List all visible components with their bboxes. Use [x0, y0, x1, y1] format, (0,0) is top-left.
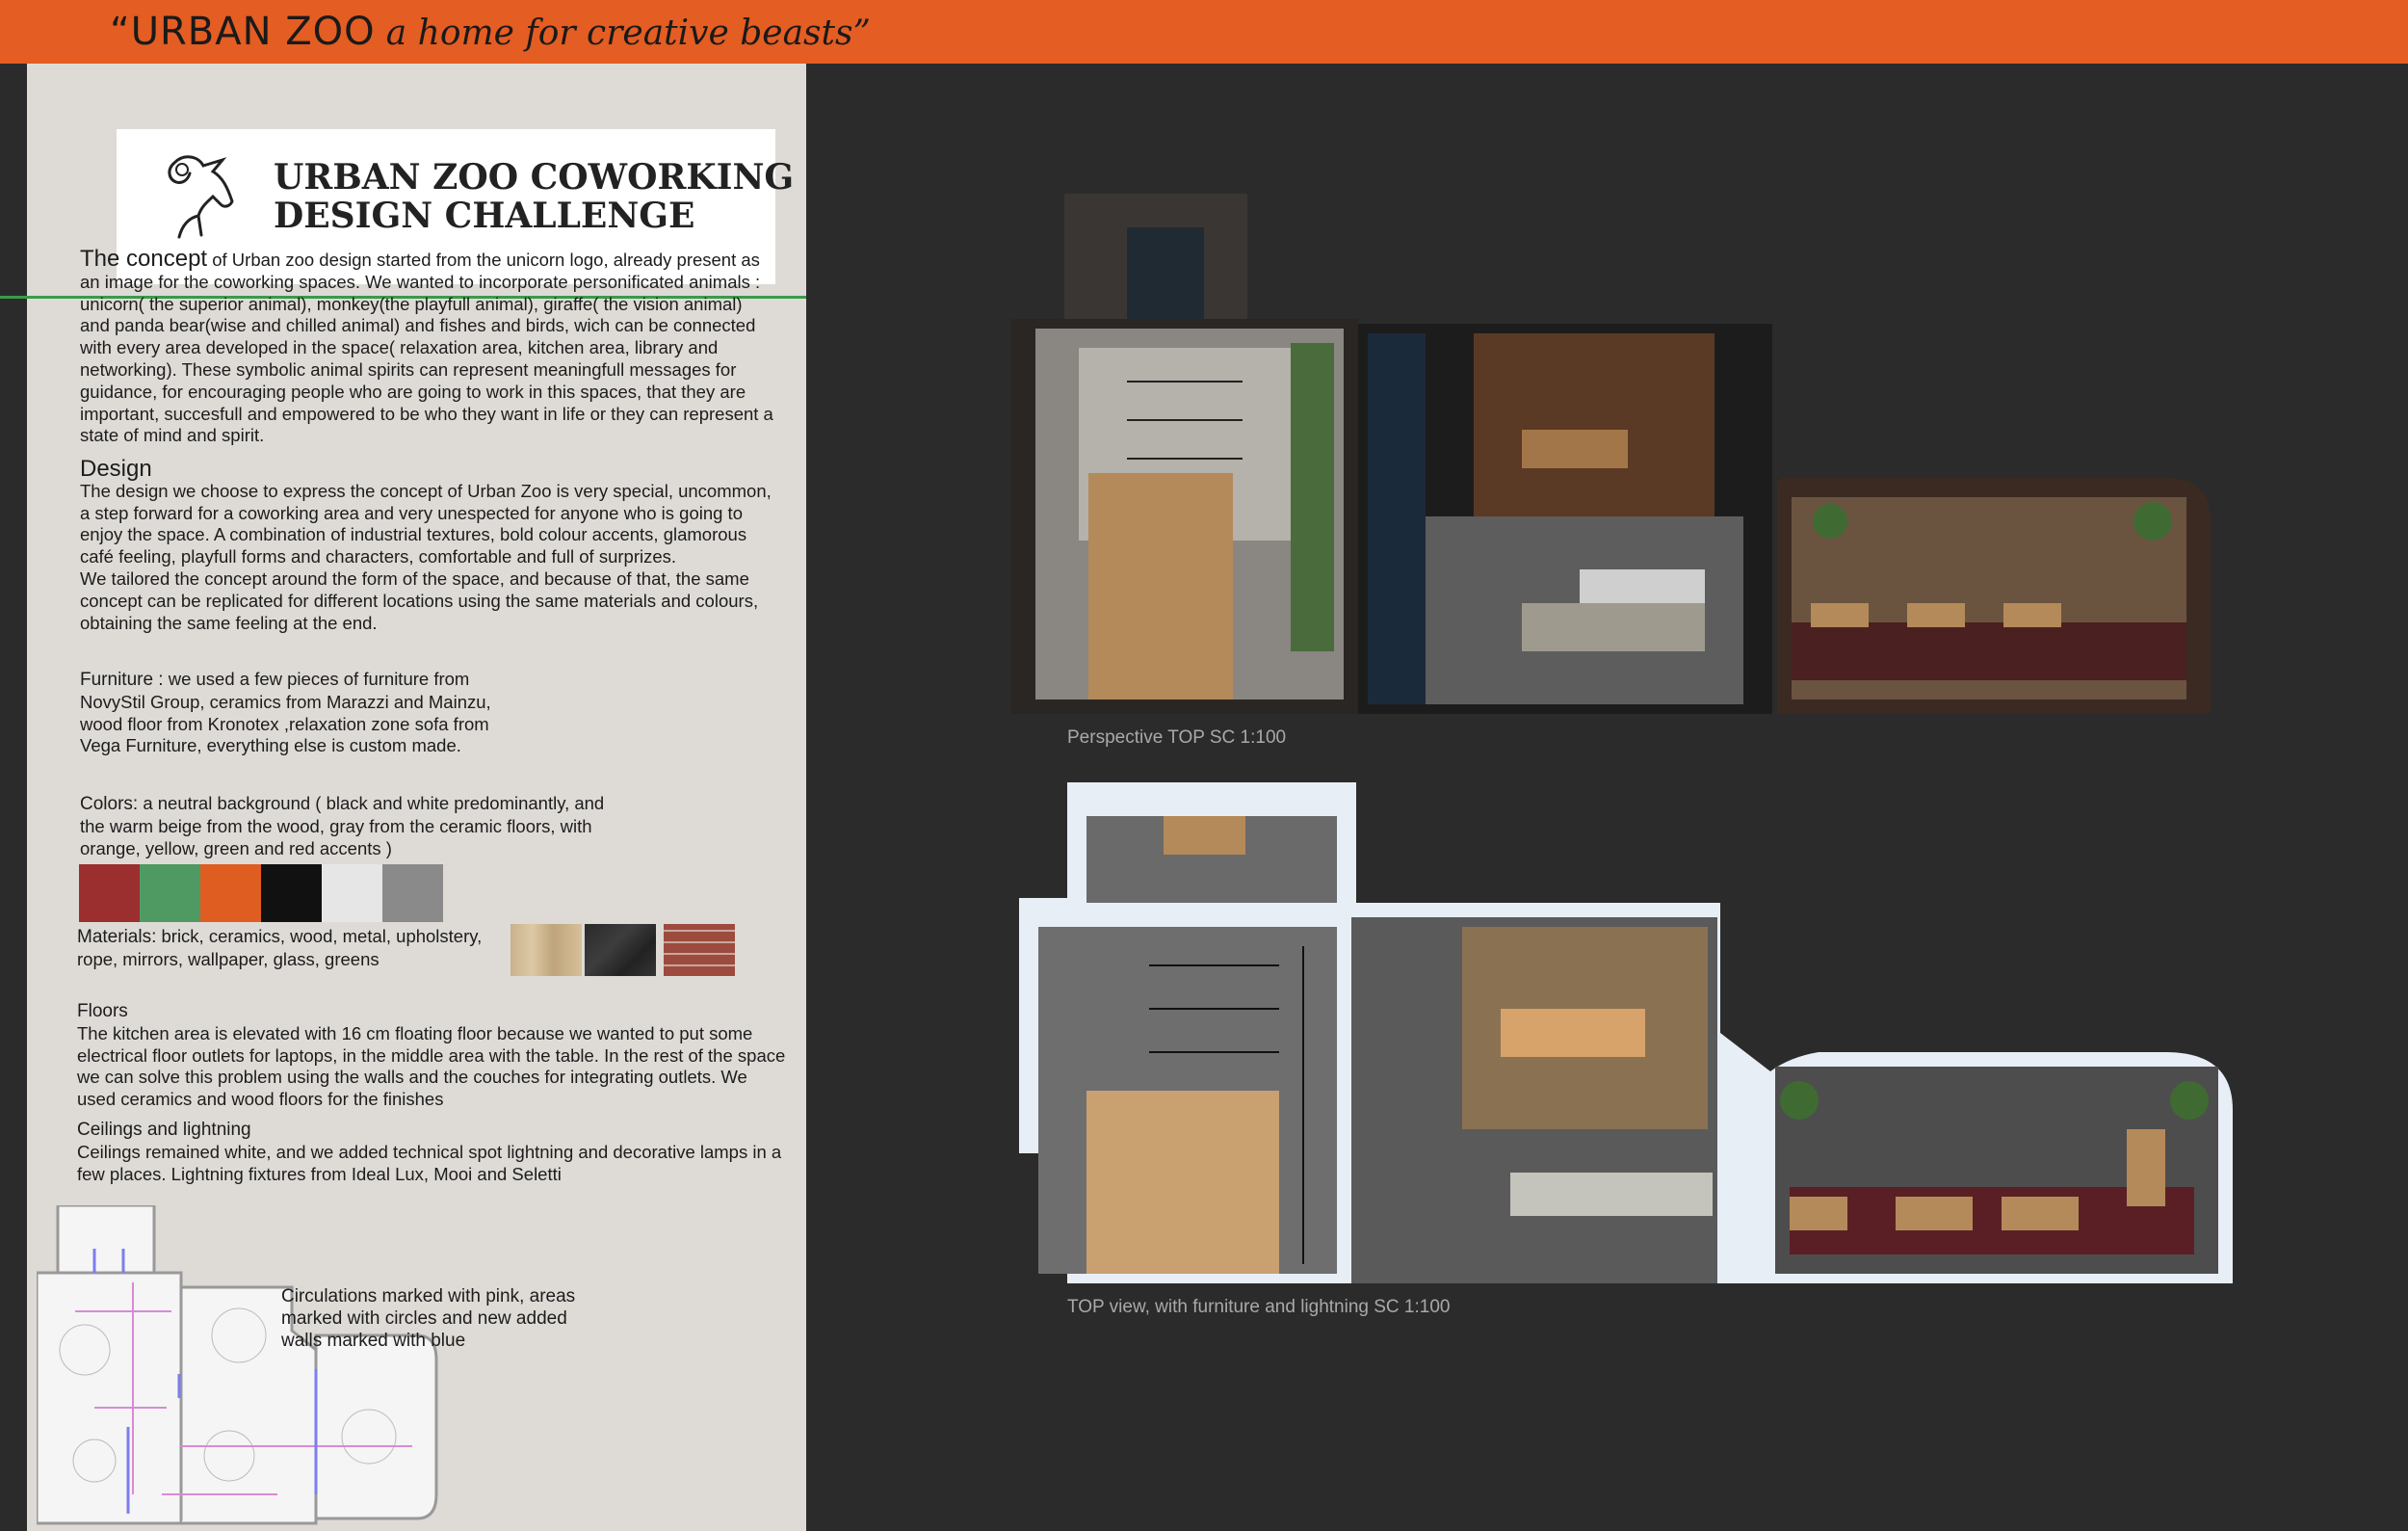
swatch-orange [200, 864, 261, 922]
design-section [80, 456, 773, 634]
banner-title-tagline: a home for creative beasts” [385, 13, 871, 53]
top-view-plan [1019, 782, 2233, 1293]
swatch-red [79, 864, 140, 922]
furniture-label: Furniture : [80, 670, 164, 690]
furniture-section [80, 669, 496, 757]
circulation-note: Circulations marked with pink, areas marked with circles and new added walls marked with blue [281, 1286, 576, 1351]
metal-sample [585, 924, 656, 976]
circulation-diagram [37, 1205, 460, 1528]
concept-heading: The concept [80, 246, 208, 272]
swatch-green [140, 864, 200, 922]
colors-label: Colors: [80, 794, 139, 814]
perspective-plan [1011, 189, 2215, 719]
swatch-gray [382, 864, 443, 922]
top-view-caption: TOP view, with furniture and lightning SC 1:100 [1067, 1297, 1451, 1317]
floors-section [77, 1001, 790, 1111]
design-heading: Design [80, 456, 152, 482]
wood-sample [510, 924, 582, 976]
design-text-2: We tailored the concept around the form of the space, and because of that, the same concept can be replicated for different locations using the same materials and colours, obtaining the same feeling at the end. [80, 568, 759, 633]
colors-section [80, 793, 619, 859]
banner-title [110, 10, 871, 54]
furniture-text: we used a few pieces of furniture from NovyStil Group, ceramics from Marazzi and Mainzu, wood floor from Kronotex ,relaxation zone sofa from Vega Furniture, everything else is custom made. [80, 669, 491, 756]
colors-text: a neutral background ( black and white predominantly, and the warm beige from the wood, gray from the ceramic floors, with orange, yellow, green and red accents ) [80, 793, 605, 858]
unicorn-icon [155, 148, 261, 245]
banner-title-main: “URBAN ZOO [110, 10, 376, 54]
concept-section [80, 246, 773, 447]
ceilings-text: Ceilings remained white, and we added technical spot lightning and decorative lamps in a few places. Lightning fixtures from Ideal Lux, Mooi and Seletti [77, 1141, 782, 1184]
perspective-caption: Perspective TOP SC 1:100 [1067, 727, 1287, 748]
description-panel [27, 64, 806, 1531]
floors-text: The kitchen area is elevated with 16 cm floating floor because we wanted to put some electrical floor outlets for laptops, in the middle area with the table. In the rest of the space we can solve this problem using the walls and the couches for integrating outlets. We used ceramics and wood floors for the finishes [77, 1022, 786, 1110]
logo-title: URBAN ZOO COWORKING DESIGN CHALLENGE [274, 157, 795, 236]
title-banner [0, 0, 2408, 64]
materials-label: Materials: [77, 927, 157, 947]
design-text: The design we choose to express the concept of Urban Zoo is very special, uncommon, a step forward for a coworking area and very unespected for anyone who is going to enjoy the space. A combination of industrial textures, bold colour accents, glamorous café feeling, playfull forms and characters, comfortable and full of surprizes. [80, 480, 772, 568]
floors-heading: Floors [77, 1001, 128, 1021]
ceilings-heading: Ceilings and lightning [77, 1120, 251, 1140]
materials-text: brick, ceramics, wood, metal, upholstery, rope, mirrors, wallpaper, glass, greens [77, 926, 483, 969]
concept-text: of Urban zoo design started from the unicorn logo, already present as an image for the coworking spaces. We wanted to incorporate personificated animals : unicorn( the superior animal), monkey(the playfull animal), giraffe( the vision animal) and panda bear(wise and chilled animal) and fishes and birds, wich can be connected with every area developed in the space( relaxation area, kitchen area, library and networking). These symbolic animal spirits can represent meaningfull messages for guidance, for encouraging people who are going to work in this spaces, that they are important, succesfull and empowered to be who they want in life or they can represent a state of mind and spirit. [80, 250, 773, 446]
ceilings-section [77, 1120, 790, 1185]
brick-sample [664, 924, 735, 976]
color-palette [79, 864, 443, 922]
swatch-white [322, 864, 382, 922]
swatch-black [261, 864, 322, 922]
materials-section [77, 926, 501, 971]
